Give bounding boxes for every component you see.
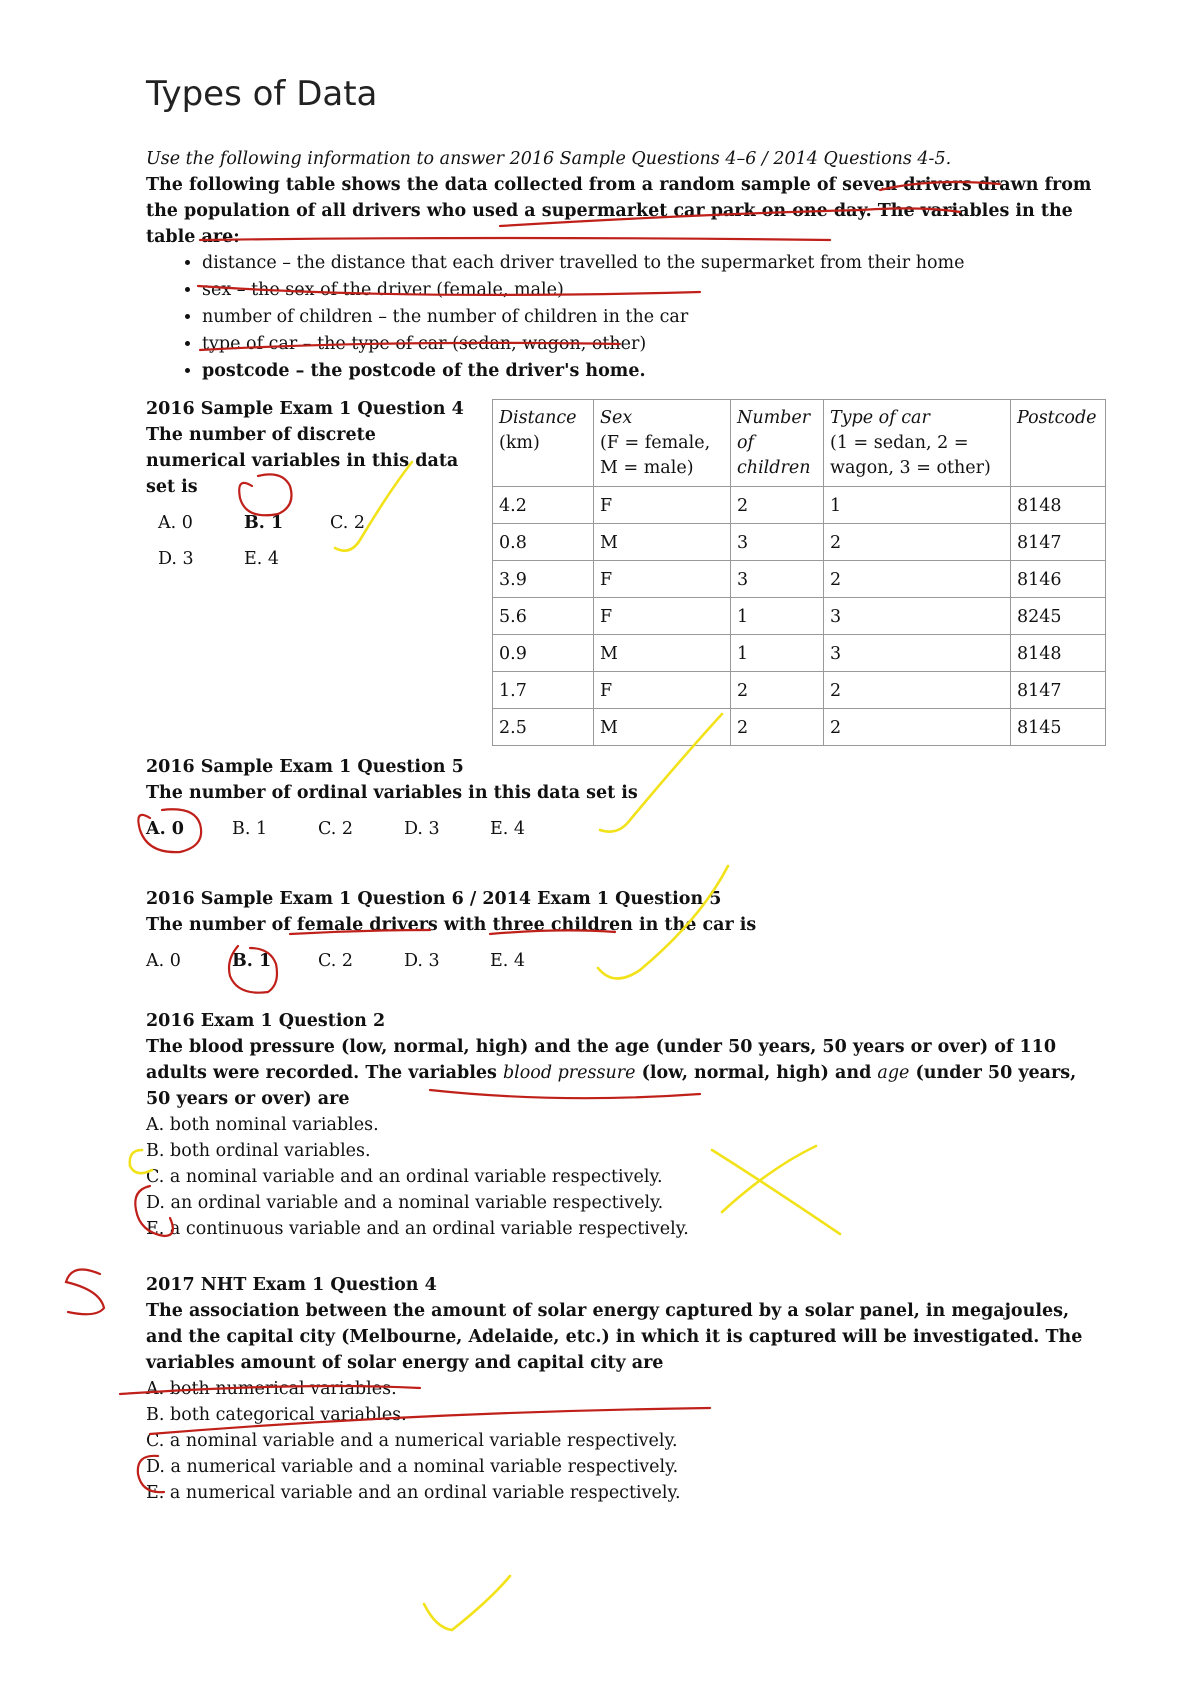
- question-text: The association between the amount of solar energy captured by a solar panel, in megajoules, and the capital city (Melbourne, Adelaide, etc.) in which it is captured will be investigated. The variables amount of solar energy and capital city are: [146, 1301, 1083, 1373]
- intro-text: The following table shows the data collected from a random sample of seven drivers drawn from the population of all drivers who used a supermarket car park on one day. The variables in the table are:: [146, 175, 1092, 247]
- options-row-1: [146, 510, 476, 536]
- option-e[interactable]: E. 4: [490, 819, 526, 839]
- question-4: [146, 396, 476, 572]
- header-postcode: Postcode: [1011, 400, 1106, 487]
- option-b[interactable]: B. 1: [232, 819, 268, 839]
- question-6: [146, 886, 846, 974]
- option-d[interactable]: D. 3: [404, 951, 440, 971]
- header-number-of-children: Number of children: [731, 400, 824, 487]
- answer-e[interactable]: E. a continuous variable and an ordinal variable respectively.: [146, 1219, 689, 1239]
- option-d[interactable]: D. 3: [404, 819, 440, 839]
- margin-mark-text: 5: [72, 1310, 73, 1311]
- table-row: 3.9 F 3 2 8146: [493, 561, 1106, 598]
- answer-e[interactable]: E. a numerical variable and an ordinal variable respectively.: [146, 1483, 681, 1503]
- list-item: • postcode – the postcode of the driver's home.: [202, 358, 1126, 385]
- answer-b[interactable]: B. both ordinal variables.: [146, 1141, 371, 1161]
- list-item: • type of car – the type of car (sedan, wagon, other): [202, 331, 1126, 358]
- question-heading: 2016 Sample Exam 1 Question 5: [146, 757, 464, 777]
- data-table: [492, 399, 1106, 746]
- answer-a[interactable]: A. both nominal variables.: [146, 1115, 379, 1135]
- header-sex: Sex (F = female, M = male): [594, 400, 731, 487]
- table-row: 0.8 M 3 2 8147: [493, 524, 1106, 561]
- answer-d[interactable]: D. an ordinal variable and a nominal variable respectively.: [146, 1193, 664, 1213]
- variable-list: [146, 250, 1126, 385]
- option-c[interactable]: C. 2: [330, 513, 366, 533]
- table-header-row: [493, 400, 1106, 487]
- options-row-2: [146, 546, 476, 572]
- tick-bottom: [424, 1576, 510, 1630]
- list-item: • distance – the distance that each driver travelled to the supermarket from their home: [202, 250, 1126, 277]
- header-type-of-car: Type of car (1 = sedan, 2 = wagon, 3 = other): [824, 400, 1011, 487]
- question-text: The number of discrete numerical variables in this data set is: [146, 425, 459, 497]
- question-text: The number of female drivers with three children in the car is: [146, 915, 757, 935]
- answer-c[interactable]: C. a nominal variable and an ordinal variable respectively.: [146, 1167, 663, 1187]
- table-row: 0.9 M 1 3 8148: [493, 635, 1106, 672]
- question-text: The blood pressure (low, normal, high) and the age (under 50 years, 50 years or over) of 110 adults were recorded. The variables blood pressure (low, normal, high) and age (under 50 years, 50 years or over) are: [146, 1037, 1077, 1109]
- option-d[interactable]: D. 3: [158, 549, 194, 569]
- list-item: • sex – the sex of the driver (female, male): [202, 277, 1126, 304]
- intro-italic: Use the following information to answer 2016 Sample Questions 4–6 / 2014 Questions 4-5.: [146, 149, 952, 169]
- list-item: • number of children – the number of children in the car: [202, 304, 1126, 331]
- option-a[interactable]: A. 0: [146, 951, 181, 971]
- option-e[interactable]: E. 4: [244, 549, 280, 569]
- option-c[interactable]: C. 2: [318, 951, 354, 971]
- options-row: [146, 816, 766, 842]
- options-row: [146, 948, 846, 974]
- question-2016-q2: [146, 1008, 1106, 1242]
- table-row: 2.5 M 2 2 8145: [493, 709, 1106, 746]
- option-a[interactable]: A. 0: [146, 819, 184, 839]
- question-heading: 2016 Sample Exam 1 Question 6 / 2014 Exam 1 Question 5: [146, 889, 722, 909]
- question-heading: 2016 Sample Exam 1 Question 4: [146, 399, 464, 419]
- page-title: Types of Data: [146, 74, 378, 114]
- answer-a[interactable]: A. both numerical variables.: [146, 1379, 397, 1399]
- option-b[interactable]: B. 1: [244, 513, 284, 533]
- answer-d[interactable]: D. a numerical variable and a nominal variable respectively.: [146, 1457, 679, 1477]
- option-a[interactable]: A. 0: [158, 513, 193, 533]
- answer-b[interactable]: B. both categorical variables.: [146, 1405, 407, 1425]
- margin-mark-5: [66, 1270, 104, 1315]
- header-distance: Distance (km): [493, 400, 594, 487]
- answer-c[interactable]: C. a nominal variable and a numerical variable respectively.: [146, 1431, 678, 1451]
- option-c[interactable]: C. 2: [318, 819, 354, 839]
- question-5: [146, 754, 766, 842]
- option-e[interactable]: E. 4: [490, 951, 526, 971]
- table-row: 1.7 F 2 2 8147: [493, 672, 1106, 709]
- option-b[interactable]: B. 1: [232, 951, 272, 971]
- question-text: The number of ordinal variables in this data set is: [146, 783, 638, 803]
- question-heading: 2017 NHT Exam 1 Question 4: [146, 1275, 437, 1295]
- intro-block: [146, 146, 1126, 385]
- question-heading: 2016 Exam 1 Question 2: [146, 1011, 386, 1031]
- table-row: 5.6 F 1 3 8245: [493, 598, 1106, 635]
- question-2017-nht-q4: [146, 1272, 1106, 1506]
- table-row: 4.2 F 2 1 8148: [493, 487, 1106, 524]
